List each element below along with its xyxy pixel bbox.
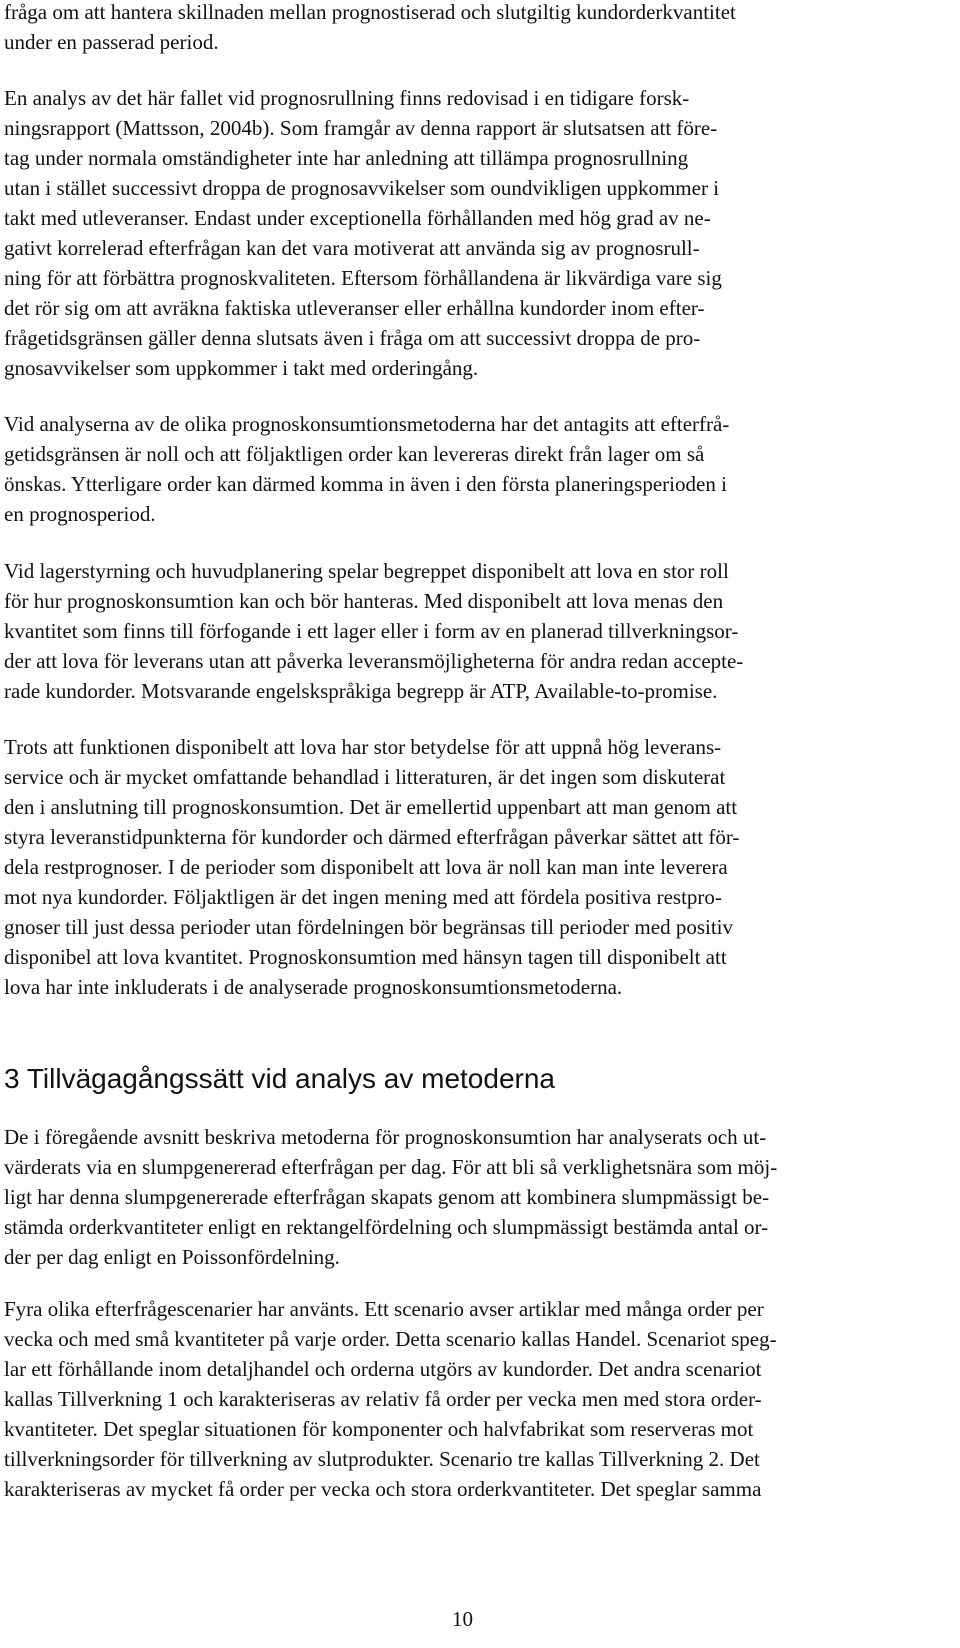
text-line: En analys av det här fallet vid prognosrullning finns redovisad i en tidigare forsk- — [4, 86, 690, 110]
section-heading: 3 Tillvägagångssätt vid analys av metoderna — [4, 1063, 555, 1094]
text-line: stämda orderkvantiteter enligt en rektangelfördelning och slumpmässigt bestämda antal or- — [4, 1215, 769, 1239]
text-line: tag under normala omständigheter inte har anledning att tillämpa prognosrullning — [4, 146, 689, 170]
text-line: disponibel att lova kvantitet. Prognoskonsumtion med hänsyn tagen till disponibelt att — [4, 945, 727, 969]
text-line: ligt har denna slumpgenererade efterfrågan skapats genom att kombinera slumpmässigt be- — [4, 1185, 770, 1209]
text-line: Vid lagerstyrning och huvudplanering spelar begreppet disponibelt att lova en stor roll — [4, 559, 729, 583]
text-line: vecka och med små kvantiteter på varje order. Detta scenario kallas Handel. Scenariot speg- — [4, 1327, 777, 1351]
text-line: gnoser till just dessa perioder utan fördelningen bör begränsas till perioder med positiv — [4, 915, 733, 939]
text-line: Fyra olika efterfrågescenarier har använts. Ett scenario avser artiklar med många order per — [4, 1297, 764, 1321]
text-line: karakteriseras av mycket få order per vecka och stora orderkvantiteter. Det speglar samma — [4, 1477, 762, 1501]
text-line: gnosavvikelser som uppkommer i takt med orderingång. — [4, 356, 479, 380]
text-line: der per dag enligt en Poissonfördelning. — [4, 1245, 340, 1269]
text-line: rade kundorder. Motsvarande engelskspråkiga begrepp är ATP, Available-to-promise. — [4, 679, 718, 703]
text-line: den i anslutning till prognoskonsumtion. Det är emellertid uppenbart att man genom att — [4, 795, 738, 819]
text-line: kallas Tillverkning 1 och karakteriseras av relativ få order per vecka men med stora order- — [4, 1387, 762, 1411]
text-line: det rör sig om att avräkna faktiska utleveranser eller erhållna kundorder inom efter- — [4, 296, 705, 320]
text-line: gativt korrelerad efterfrågan kan det vara motiverat att använda sig av prognosrull- — [4, 236, 700, 260]
text-line: styra leveranstidpunkterna för kundorder och därmed efterfrågan påverkar sättet att för- — [4, 825, 740, 849]
text-line: lova har inte inkluderats i de analyserade prognoskonsumtionsmetoderna. — [4, 975, 623, 999]
text-line: önskas. Ytterligare order kan därmed komma in även i den första planeringsperioden i — [4, 472, 727, 496]
page-number: 10 — [452, 1607, 473, 1631]
text-line: för hur prognoskonsumtion kan och bör hanteras. Med disponibelt att lova menas den — [4, 589, 724, 613]
text-line: service och är mycket omfattande behandlad i litteraturen, är det ingen som diskuterat — [4, 765, 726, 789]
text-line: kvantiteter. Det speglar situationen för komponenter och halvfabrikat som reserveras mot — [4, 1417, 754, 1441]
text-line: De i föregående avsnitt beskriva metoderna för prognoskonsumtion har analyserats och ut- — [4, 1125, 767, 1149]
text-line: der att lova för leverans utan att påverka leveransmöjligheterna för andra redan accepte- — [4, 649, 744, 673]
text-line: tillverkningsorder för tillverkning av slutprodukter. Scenario tre kallas Tillverkning 2. Det — [4, 1447, 760, 1471]
text-line: en prognosperiod. — [4, 502, 156, 526]
text-line: getidsgränsen är noll och att följaktligen order kan levereras direkt från lager om så — [4, 442, 705, 466]
text-line: under en passerad period. — [4, 30, 219, 54]
text-line: kvantitet som finns till förfogande i ett lager eller i form av en planerad tillverkningsor- — [4, 619, 739, 643]
text-line: utan i stället successivt droppa de prognosavvikelser som oundvikligen uppkommer i — [4, 176, 720, 200]
text-line: ning för att förbättra prognoskvaliteten. Eftersom förhållandena är likvärdiga vare sig — [4, 266, 722, 290]
text-line: dela restprognoser. I de perioder som disponibelt att lova är noll kan man inte leverera — [4, 855, 728, 879]
text-line: frågetidsgränsen gäller denna slutsats även i fråga om att successivt droppa de pro- — [4, 326, 701, 350]
text-line: ningsrapport (Mattsson, 2004b). Som framgår av denna rapport är slutsatsen att före- — [4, 116, 718, 140]
text-line: lar ett förhållande inom detaljhandel och orderna utgörs av kundorder. Det andra scenariot — [4, 1357, 762, 1381]
text-line: mot nya kundorder. Följaktligen är det ingen mening med att fördela positiva restpro- — [4, 885, 722, 909]
text-line: Trots att funktionen disponibelt att lova har stor betydelse för att uppnå hög leverans- — [4, 735, 722, 759]
text-line: värderats via en slumpgenererad efterfrågan per dag. För att bli så verklighetsnära som möj- — [4, 1155, 778, 1179]
text-line: takt med utleveranser. Endast under exceptionella förhållanden med hög grad av ne- — [4, 206, 711, 230]
text-line: fråga om att hantera skillnaden mellan prognostiserad och slutgiltig kundorderkvantitet — [4, 0, 736, 24]
text-line: Vid analyserna av de olika prognoskonsumtionsmetoderna har det antagits att efterfrå- — [4, 412, 730, 436]
